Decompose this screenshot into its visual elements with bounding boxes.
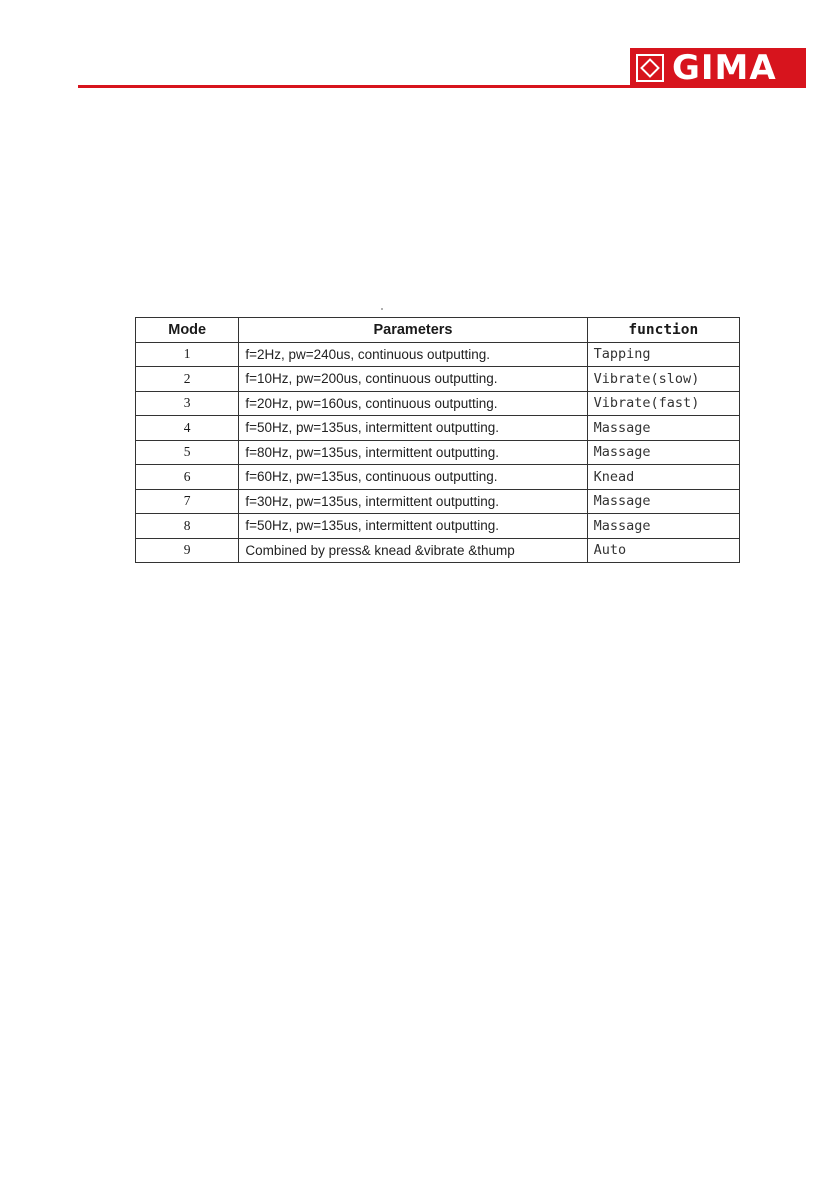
table-row (136, 342, 740, 367)
mode-cell: 7 (136, 489, 239, 514)
table-row (136, 416, 740, 441)
parameters-cell: f=10Hz, pw=200us, continuous outputting. (239, 367, 587, 392)
mode-cell: 4 (136, 416, 239, 441)
gima-emblem-icon (636, 54, 664, 82)
function-cell: Massage (587, 416, 739, 441)
table-row (136, 440, 740, 465)
function-cell: Massage (587, 514, 739, 539)
parameters-cell: f=60Hz, pw=135us, continuous outputting. (239, 465, 587, 490)
scan-speck (381, 308, 383, 310)
gima-logo (630, 48, 806, 88)
table-row (136, 514, 740, 539)
mode-cell: 8 (136, 514, 239, 539)
parameters-cell: f=50Hz, pw=135us, intermittent outputting. (239, 514, 587, 539)
mode-cell: 5 (136, 440, 239, 465)
header-parameters: Parameters (239, 318, 587, 343)
function-cell: Vibrate(fast) (587, 391, 739, 416)
parameters-cell: f=80Hz, pw=135us, intermittent outputting. (239, 440, 587, 465)
parameters-cell: f=50Hz, pw=135us, intermittent outputting. (239, 416, 587, 441)
table-row (136, 489, 740, 514)
table-header-row (136, 318, 740, 343)
parameters-cell: f=30Hz, pw=135us, intermittent outputting. (239, 489, 587, 514)
header-function: function (587, 318, 739, 343)
mode-cell: 2 (136, 367, 239, 392)
table-row (136, 465, 740, 490)
parameters-cell: f=20Hz, pw=160us, continuous outputting. (239, 391, 587, 416)
function-cell: Auto (587, 538, 739, 563)
function-cell: Tapping (587, 342, 739, 367)
mode-cell: 9 (136, 538, 239, 563)
function-cell: Vibrate(slow) (587, 367, 739, 392)
modes-table (135, 317, 740, 563)
function-cell: Massage (587, 489, 739, 514)
mode-cell: 1 (136, 342, 239, 367)
function-cell: Knead (587, 465, 739, 490)
header-rule (78, 85, 630, 88)
mode-cell: 3 (136, 391, 239, 416)
logo-text: GIMA (672, 48, 777, 88)
table-row (136, 391, 740, 416)
table-row (136, 538, 740, 563)
mode-cell: 6 (136, 465, 239, 490)
parameters-cell: f=2Hz, pw=240us, continuous outputting. (239, 342, 587, 367)
header-mode: Mode (136, 318, 239, 343)
parameters-cell: Combined by press& knead &vibrate &thump (239, 538, 587, 563)
function-cell: Massage (587, 440, 739, 465)
table-row (136, 367, 740, 392)
